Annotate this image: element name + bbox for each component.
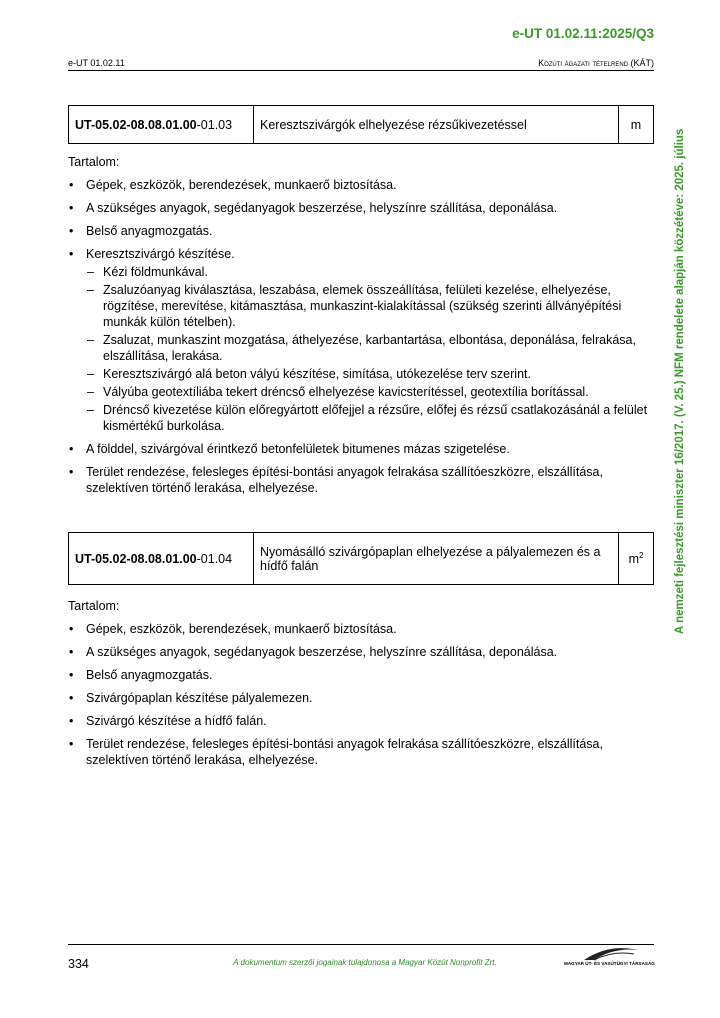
item-title: Keresztszivárgók elhelyezése rézsűkivezetéssel [254, 106, 619, 144]
item-code-suffix: -01.03 [196, 117, 233, 132]
item-table-2 [68, 532, 654, 585]
item-content-2 [68, 598, 654, 775]
content-heading: Tartalom: [68, 155, 120, 169]
item-code-main: UT-05.02-08.08.01.00 [75, 117, 197, 132]
item-code [69, 106, 254, 144]
side-publication-note: A nemzeti fejlesztési miniszter 16/2017. (V. 25.) NFM rendelete alapján közzétéve: 2025. július [674, 128, 686, 634]
content-heading: Tartalom: [68, 599, 120, 613]
sub-list-item: – Zsaluzat, munkaszint mozgatása, áthelyezése, karbantartása, elbontása, deponálása, felrakása, elszállítása, lerakása. [86, 332, 654, 364]
list-item: • A földdel, szivárgóval érintkező betonfelületek bitumenes mázas szigetelése. [68, 441, 654, 457]
page-number: 334 [68, 957, 89, 971]
list-item: • Belső anyagmozgatás. [68, 223, 654, 239]
list-item: • Terület rendezése, felesleges építési-bontási anyagok felrakása szállítóeszközre, elszállítása, szelektíven történő lerakása, elhelyezése. [68, 736, 654, 768]
list-item: • Gépek, eszközök, berendezések, munkaerő biztosítása. [68, 177, 654, 193]
copyright-note: A dokumentum szerzői jogainak tulajdonosa a Magyar Közút Nonprofit Zrt. [233, 958, 497, 967]
item-unit [619, 533, 654, 585]
item-table-1 [68, 105, 654, 144]
sub-list-item: – Zsaluzóanyag kiválasztása, leszabása, elemek összeállítása, felületi kezelése, elhelyezése, rögzítése, merevítése, kitámasztása, munkaszint-kialakítással (szükség szerinti állványépítési munkák külön tételben). [86, 282, 654, 330]
list-item: • Belső anyagmozgatás. [68, 667, 654, 683]
list-item: • Szivárgó készítése a hídfő falán. [68, 713, 654, 729]
sub-list-item: – Keresztszivárgó alá beton vályú készítése, simítása, utókezelése terv szerint. [86, 366, 654, 382]
sub-list [86, 264, 654, 434]
list-item: • A szükséges anyagok, segédanyagok beszerzése, helyszínre szállítása, deponálása. [68, 200, 654, 216]
item-code-main: UT-05.02-08.08.01.00 [75, 551, 197, 566]
item-unit: m [619, 106, 654, 144]
sub-list-item: – Kézi földmunkával. [86, 264, 654, 280]
swoosh-logo-icon [564, 944, 654, 962]
header-left: e-UT 01.02.11 [68, 58, 125, 68]
list-item: • Gépek, eszközök, berendezések, munkaerő biztosítása. [68, 621, 654, 637]
list-item: • A szükséges anyagok, segédanyagok beszerzése, helyszínre szállítása, deponálása. [68, 644, 654, 660]
running-header [68, 58, 654, 71]
unit-base: m [628, 552, 639, 567]
list-item-text: Keresztszivárgó készítése. [86, 247, 235, 261]
logo-text: MAGYAR ÚT- ÉS VASÚTÜGYI TÁRSASÁG [564, 961, 655, 966]
sub-list-item: – Dréncső kivezetése külön előregyártott előfejjel a rézsűre, előfej és rézsű csatlakozásánál a felület kismértékű burkolása. [86, 402, 654, 434]
list-item: • Terület rendezése, felesleges építési-bontási anyagok felrakása szállítóeszközre, elszállítása, szelektíven történő lerakása, elhelyezése. [68, 464, 654, 496]
item-code [69, 533, 254, 585]
item-title: Nyomásálló szivárgópaplan elhelyezése a pályalemezen és a hídfő falán [254, 533, 619, 585]
header-right: Közúti ágazati tételrend (KÁT) [538, 58, 654, 68]
bullet-list [68, 177, 654, 496]
sub-list-item: – Vályúba geotextíliába tekert dréncső elhelyezése kavicsterítéssel, geotextília borítással. [86, 384, 654, 400]
list-item [68, 246, 654, 434]
document-code: e-UT 01.02.11:2025/Q3 [512, 26, 654, 41]
item-code-suffix: -01.04 [196, 551, 233, 566]
association-logo [564, 944, 654, 970]
unit-exponent: 2 [638, 550, 644, 560]
list-item: • Szivárgópaplan készítése pályalemezen. [68, 690, 654, 706]
bullet-list [68, 621, 654, 768]
item-content-1 [68, 154, 654, 503]
